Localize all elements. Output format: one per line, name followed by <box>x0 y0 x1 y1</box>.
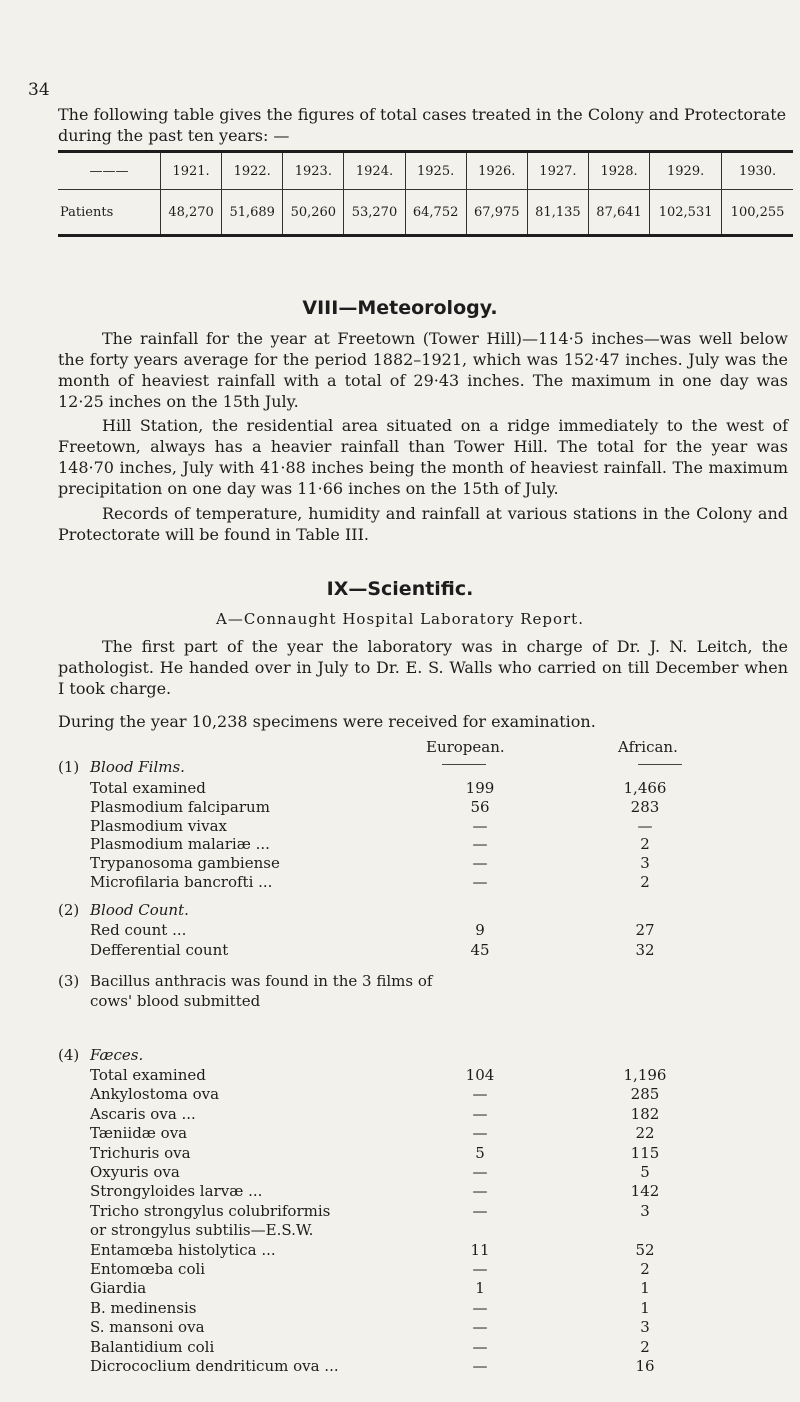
african-value: 2 <box>640 873 650 891</box>
year-header: 1924. <box>344 152 405 190</box>
european-value: 45 <box>470 940 490 959</box>
table-row <box>90 1318 730 1336</box>
patients-value: 64,752 <box>405 190 466 236</box>
european-value: 5 <box>475 1143 485 1162</box>
blood-films-title <box>58 758 185 776</box>
row-label: Oxyuris ova <box>90 1163 180 1181</box>
row-label: Trichuris ova <box>90 1143 191 1162</box>
african-value: 16 <box>635 1357 655 1375</box>
african-value: 32 <box>635 940 655 959</box>
european-value: 11 <box>470 1240 490 1259</box>
row-label: Tæniidæ ova <box>90 1124 188 1143</box>
row-label: Balantidium coli <box>90 1337 215 1356</box>
section-title: Fæces. <box>90 1046 144 1064</box>
blood-count-title <box>58 901 189 919</box>
european-value: — <box>472 1298 488 1317</box>
european-value: — <box>472 1104 488 1123</box>
european-value: — <box>472 1260 488 1278</box>
year-header: 1927. <box>527 152 588 190</box>
european-value: — <box>472 1085 488 1104</box>
table-row <box>90 1260 730 1278</box>
patients-value: 87,641 <box>588 190 649 236</box>
table-row <box>90 1163 730 1181</box>
african-value: 3 <box>640 1318 650 1337</box>
table-row <box>90 941 730 959</box>
european-value: 199 <box>465 779 495 797</box>
table-row <box>90 1299 730 1317</box>
patients-value: 48,270 <box>161 190 222 236</box>
european-value: — <box>472 1124 488 1143</box>
scientific-para-2: During the year 10,238 specimens were received for examination. <box>58 712 596 731</box>
row-label: Defferential count <box>90 940 229 959</box>
african-value: 182 <box>630 1104 660 1123</box>
page-number: 34 <box>28 80 50 100</box>
table-row <box>90 1357 730 1375</box>
row-label: Total examined <box>90 779 206 797</box>
african-value: 22 <box>635 1124 655 1143</box>
table-row <box>90 817 730 835</box>
african-value: 115 <box>630 1143 660 1162</box>
cases-table-corner: ——— <box>58 152 161 190</box>
year-header: 1921. <box>161 152 222 190</box>
table-row <box>90 1221 730 1239</box>
african-value: 27 <box>635 921 655 939</box>
european-value: — <box>472 873 488 891</box>
table-row <box>90 1202 730 1220</box>
anthracis-note <box>58 971 432 1011</box>
european-value: — <box>472 835 488 854</box>
european-value: 9 <box>475 921 485 939</box>
african-value: 2 <box>640 1260 650 1278</box>
african-value: 285 <box>630 1085 660 1104</box>
table-row <box>90 1066 730 1084</box>
row-label: or strongylus subtilis—E.S.W. <box>90 1221 314 1240</box>
european-value: 104 <box>465 1066 495 1084</box>
european-value: — <box>472 816 488 835</box>
european-value: — <box>472 1337 488 1356</box>
african-value: 1,196 <box>623 1066 667 1084</box>
african-value: 52 <box>635 1240 655 1259</box>
year-header: 1929. <box>650 152 722 190</box>
european-value: — <box>472 1163 488 1181</box>
patients-value: 51,689 <box>222 190 283 236</box>
anthracis-line-1: Bacillus anthracis was found in the 3 films of <box>90 972 433 990</box>
patients-value: 81,135 <box>527 190 588 236</box>
table-row <box>90 1144 730 1162</box>
anthracis-line-2: cows' blood submitted <box>90 992 261 1010</box>
year-header: 1923. <box>283 152 344 190</box>
row-label: Tricho strongylus colubriformis <box>90 1201 331 1220</box>
table-row <box>90 1124 730 1142</box>
table-row <box>90 1338 730 1356</box>
row-label: Red count ... <box>90 921 187 939</box>
row-label: Giardia <box>90 1279 147 1298</box>
african-value: 3 <box>640 854 650 873</box>
european-value: 1 <box>475 1279 485 1298</box>
meteorology-para-1: The rainfall for the year at Freetown (Tower Hill)—114·5 inches—was well below the forty years average for the period 1882–1921, which was 152·47 inches. July was the month of heaviest rainfall with a total of 29·43 inches. The maximum in one day was 12·25 inches on the 15th July. <box>58 329 788 411</box>
scientific-para-1: The first part of the year the laboratory was in charge of Dr. J. N. Leitch, the pathologist. He handed over in July to Dr. E. S. Walls who carried on till December when I took charge. <box>58 637 788 698</box>
african-value: 283 <box>630 797 660 816</box>
patients-value: 50,260 <box>283 190 344 236</box>
table-row <box>90 1105 730 1123</box>
meteorology-heading: VIII—Meteorology. <box>302 297 498 319</box>
lab-report-heading: A—Connaught Hospital Laboratory Report. <box>216 610 584 628</box>
patients-row <box>58 190 793 236</box>
european-value: — <box>472 1318 488 1337</box>
row-label: Entomœba coli <box>90 1260 206 1278</box>
table-row <box>90 835 730 853</box>
section-number: (2) <box>58 901 80 919</box>
year-header: 1925. <box>405 152 466 190</box>
european-value: 56 <box>470 797 490 816</box>
table-row <box>90 1241 730 1259</box>
row-label: Plasmodium falciparum <box>90 797 270 816</box>
table-row <box>90 779 730 797</box>
meteorology-para-3: Records of temperature, humidity and rainfall at various stations in the Colony and Protectorate will be found in Table III. <box>58 504 788 544</box>
row-label: Ascaris ova ... <box>90 1104 196 1123</box>
year-header: 1930. <box>722 152 793 190</box>
row-label: Microfilaria bancrofti ... <box>90 873 273 891</box>
row-label: B. medinensis <box>90 1298 197 1317</box>
patients-value: 53,270 <box>344 190 405 236</box>
row-label: Dicrococlium dendriticum ova ... <box>90 1357 339 1375</box>
table-row <box>90 1085 730 1103</box>
patients-value: 102,531 <box>650 190 722 236</box>
european-value: — <box>472 1357 488 1375</box>
year-header: 1928. <box>588 152 649 190</box>
meteorology-para-2: Hill Station, the residential area situated on a ridge immediately to the west of Freetown, always has a heavier rainfall than Tower Hill. The total for the year was 148·70 inches, July with 41·88 inches being the month of heaviest rainfall. The maximum precipitation on one day was 11·66 inches on the 15th of July. <box>58 416 788 498</box>
row-label: Plasmodium malariæ ... <box>90 835 270 854</box>
section-number: (3) <box>58 972 80 990</box>
african-value: 1,466 <box>623 779 667 797</box>
african-value: 5 <box>640 1163 650 1181</box>
row-label: Total examined <box>90 1066 206 1084</box>
section-number: (4) <box>58 1046 80 1064</box>
african-value: — <box>637 816 653 835</box>
cases-table-header <box>58 152 793 190</box>
patients-value: 100,255 <box>722 190 793 236</box>
table-row <box>90 1279 730 1297</box>
row-label: Strongyloides larvæ ... <box>90 1182 263 1201</box>
section-number: (1) <box>58 758 80 776</box>
section-title: Blood Films. <box>90 758 185 776</box>
african-value: 2 <box>640 1337 650 1356</box>
col-head-european: European. <box>426 738 505 756</box>
year-header: 1922. <box>222 152 283 190</box>
scientific-heading: IX—Scientific. <box>326 578 474 600</box>
row-label: Entamœba histolytica ... <box>90 1240 276 1259</box>
african-underline <box>638 764 682 765</box>
col-head-african: African. <box>618 738 678 756</box>
table-row <box>90 798 730 816</box>
row-label: Trypanosoma gambiense <box>90 854 280 873</box>
table-row <box>90 1182 730 1200</box>
patients-label: Patients <box>60 204 114 220</box>
table-row <box>90 873 730 891</box>
european-underline <box>442 764 486 765</box>
african-value: 3 <box>640 1201 650 1220</box>
african-value: 2 <box>640 835 650 854</box>
african-value: 1 <box>640 1298 650 1317</box>
table-row <box>90 854 730 872</box>
row-label: S. mansoni ova <box>90 1318 205 1337</box>
european-value: — <box>472 1182 488 1201</box>
faeces-title <box>58 1046 143 1064</box>
european-value: — <box>472 1201 488 1220</box>
patients-value: 67,975 <box>466 190 527 236</box>
table-row <box>90 921 730 939</box>
row-label: Ankylostoma ova <box>90 1085 220 1104</box>
intro-text: The following table gives the figures of total cases treated in the Colony and Protectorate during the past ten years: — <box>58 105 787 145</box>
row-label: Plasmodium vivax <box>90 816 227 835</box>
european-value: — <box>472 854 488 873</box>
african-value: 142 <box>630 1182 660 1201</box>
year-header: 1926. <box>466 152 527 190</box>
african-value: 1 <box>640 1279 650 1298</box>
cases-table <box>58 150 793 237</box>
section-title: Blood Count. <box>90 901 189 919</box>
